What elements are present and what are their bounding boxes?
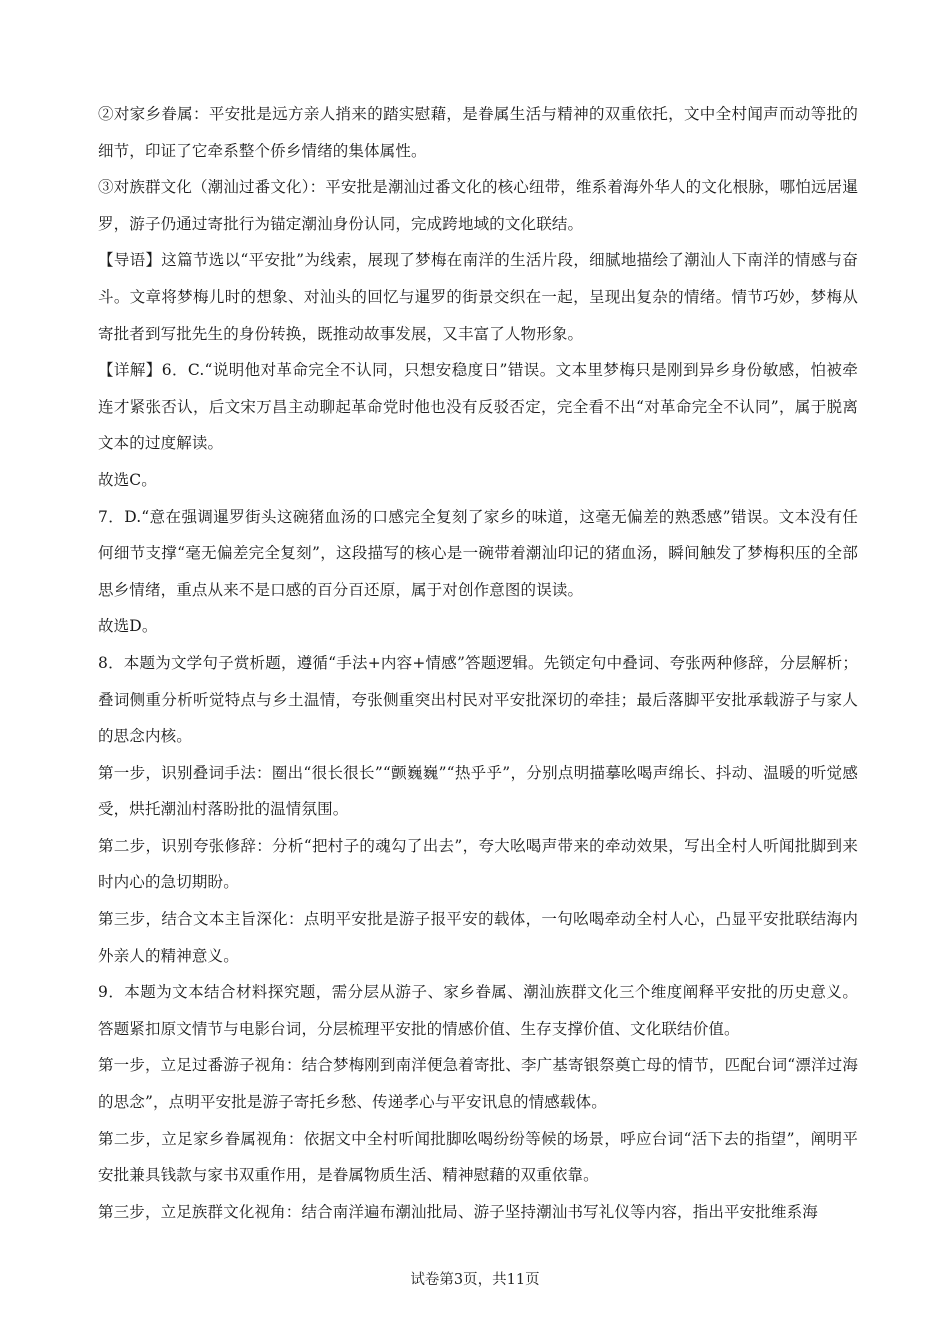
paragraph-q9-step1: 第一步，立足过番游子视角：结合梦梅刚到南洋便急着寄批、李广基寄银祭奠亡母的情节，匹配台词“漂洋过海的思念”，点明平安批是游子寄托乡愁、传递孝心与平安讯息的情感载体。 <box>98 1056 858 1112</box>
paragraph-q9-step3: 第三步，立足族群文化视角：结合南洋遍布潮汕批局、游子坚持潮汕书写礼仪等内容，指出平安批维系海 <box>98 1202 818 1221</box>
paragraph-detail-q6: 【详解】6．C.“说明他对革命完全不认同，只想安稳度日”错误。文本里梦梅只是刚到异乡身份敏感，怕被牵连才紧张否认，后文宋万昌主动聊起革命党时他也没有反驳否定，完全看不出“对革命完全不认同”，属于脱离文本的过度解读。 <box>98 361 858 453</box>
paragraph-q9-step2: 第二步，立足家乡眷属视角：依据文中全村听闻批脚吆喝纷纷等候的场景，呼应台词“活下去的指望”，阐明平安批兼具钱款与家书双重作用，是眷属物质生活、精神慰藉的双重依靠。 <box>98 1129 858 1185</box>
paragraph-culture: ③对族群文化（潮汕过番文化）：平安批是潮汕过番文化的核心纽带，维系着海外华人的文化根脉，哪怕远居暹罗，游子仍通过寄批行为锚定潮汕身份认同，完成跨地域的文化联结。 <box>98 178 858 233</box>
page-footer: 试卷第3页，共11页 <box>410 1272 540 1288</box>
paragraph-family: ②对家乡眷属：平安批是远方亲人捎来的踏实慰藉，是眷属生活与精神的双重依托，文中全村闻声而动等批的细节，印证了它牵系整个侨乡情绪的集体属性。 <box>98 105 858 160</box>
paragraph-answer-q7: 故选D。 <box>98 617 158 636</box>
paragraph-q8-step2: 第二步，识别夸张修辞：分析“把村子的魂勾了出去”，夸大吆喝声带来的牵动效果，写出全村人听闻批脚到来时内心的急切期盼。 <box>98 836 858 892</box>
paragraph-q7: 7．D.“意在强调暹罗街头这碗猪血汤的口感完全复刻了家乡的味道，这毫无偏差的熟悉感”错误。文本没有任何细节支撑“毫无偏差完全复刻”，这段描写的核心是一碗带着潮汕印记的猪血汤，瞬间触发了梦梅积压的全部思乡情绪，重点从来不是口感的百分百还原，属于对创作意图的误读。 <box>98 507 858 599</box>
paragraph-intro: 【导语】这篇节选以“平安批”为线索，展现了梦梅在南洋的生活片段，细腻地描绘了潮汕人下南洋的情感与奋斗。文章将梦梅儿时的想象、对汕头的回忆与暹罗的街景交织在一起，呈现出复杂的情绪。情节巧妙，梦梅从寄批者到写批先生的身份转换，既推动故事发展，又丰富了人物形象。 <box>98 251 858 343</box>
paragraph-q9: 9．本题为文本结合材料探究题，需分层从游子、家乡眷属、潮汕族群文化三个维度阐释平安批的历史意义。答题紧扣原文情节与电影台词，分层梳理平安批的情感价值、生存支撑价值、文化联结价值。 <box>98 983 858 1038</box>
paragraph-q8: 8．本题为文学句子赏析题，遵循“手法+内容+情感”答题逻辑。先锁定句中叠词、夸张两种修辞，分层解析；叠词侧重分析听觉特点与乡土温情，夸张侧重突出村民对平安批深切的牵挂；最后落脚平安批承载游子与家人的思念内核。 <box>98 653 858 746</box>
paragraph-q8-step3: 第三步，结合文本主旨深化：点明平安批是游子报平安的载体，一句吆喝牵动全村人心，凸显平安批联结海内外亲人的精神意义。 <box>98 910 858 965</box>
paragraph-answer-q6: 故选C。 <box>98 470 157 489</box>
document-body <box>98 96 858 1230</box>
paragraph-q8-step1: 第一步，识别叠词手法：圈出“很长很长”“颤巍巍”“热乎乎”，分别点明描摹吆喝声绵长、抖动、温暖的听觉感受，烘托潮汕村落盼批的温情氛围。 <box>98 763 858 819</box>
